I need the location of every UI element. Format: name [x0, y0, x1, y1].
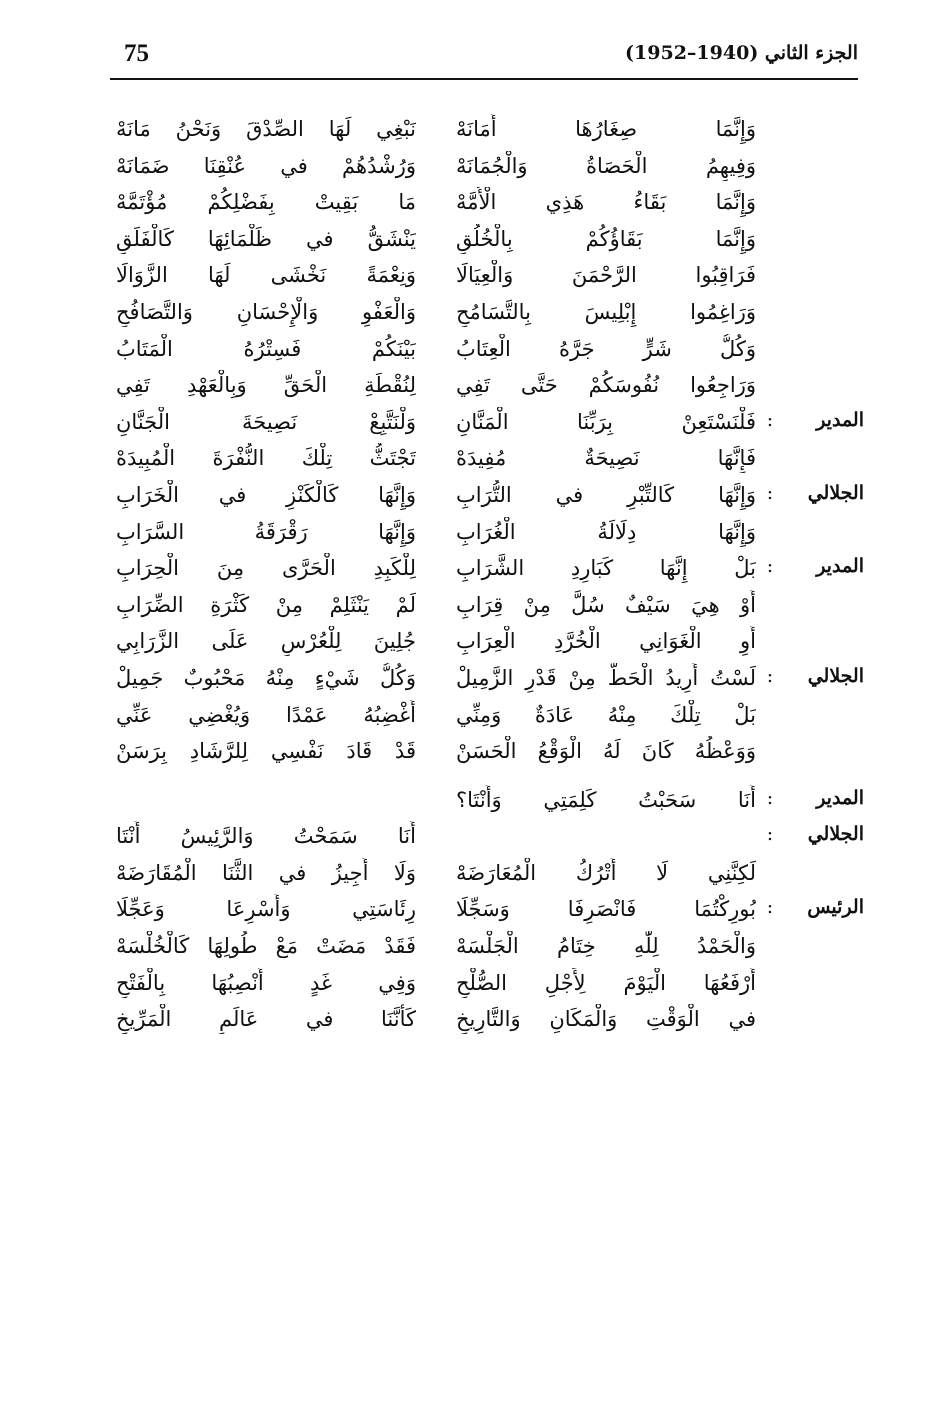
first-hemistich: وَرَاجِعُوا نُفُوسَكُمْ حَتَّى تَفِي: [456, 373, 756, 398]
verse-row: [0, 332, 946, 369]
second-hemistich: بَيْنَكُمْ فَسِتْرُهُ الْمَتَابُ: [116, 336, 416, 361]
first-hemistich: لَسْتُ أُرِيدُ الْحَطَّ مِنْ قَدْرِ الزَّمِيلْ: [456, 665, 756, 690]
verse-row: [0, 368, 946, 405]
verse-row: [0, 892, 946, 929]
first-hemistich: وَالْحَمْدُ لِلّٰهِ خِتَامُ الْجَلْسَهْ: [456, 934, 756, 959]
verse-row: [0, 819, 946, 856]
verse-row: [0, 112, 946, 149]
first-hemistich: فَإِنَّهَا نَصِيحَةٌ مُفِيدَهْ: [456, 446, 756, 471]
page-number: 75: [124, 40, 149, 67]
second-hemistich: يَنْشَقُّ في ظَلْمَائِهَا كَالْفَلَقِ: [116, 226, 416, 251]
first-hemistich: وَإِنَّمَا بَقَاءُ هَذِي الْأُمَّهْ: [456, 190, 756, 215]
first-hemistich: وَوَعْظُهُ كَانَ لَهُ الْوَقْعُ الْحَسَنْ: [456, 739, 756, 764]
first-hemistich: فَرَاقِبُوا الرَّحْمَنَ وَالْعِيَالَا: [456, 263, 756, 288]
verse-row: [0, 588, 946, 625]
second-hemistich: نَبْغِي لَهَا الصِّدْقَ وَنَحْنُ مَانَهْ: [116, 117, 416, 141]
second-hemistich: لَمْ يَنْثَلِمْ مِنْ كَثْرَةِ الضِّرَابِ: [116, 592, 416, 617]
first-hemistich: في الْوَقْتِ وَالْمَكَانِ وَالتَّارِيخِ: [456, 1007, 756, 1032]
speaker-colon: :: [766, 786, 774, 809]
first-hemistich: وَإِنَّهَا كَالتِّبْرِ في التُّرَابِ: [456, 482, 756, 507]
first-hemistich: أَرْفَعُهَا الْيَوْمَ لِأَجْلِ الصُّلْحِ: [456, 970, 756, 995]
verse-row: [0, 441, 946, 478]
first-hemistich: بَلْ تِلْكَ مِنْهُ عَادَةٌ وَمِنِّي: [456, 702, 756, 727]
first-hemistich: أَوْ هِيَ سَيْفٌ سُلَّ مِنْ قِرَابِ: [456, 592, 756, 617]
verse-row: [0, 551, 946, 588]
second-hemistich: وَإِنَّهَا كَالْكَنْزِ في الْخَرَابِ: [116, 482, 416, 507]
first-hemistich: وَإِنَّهَا دِلَالَةُ الْغُرَابِ: [456, 519, 756, 544]
first-hemistich: أَوِ الْغَوَانِي الْخُرَّدِ الْعِرَابِ: [456, 629, 756, 654]
first-hemistich: وَكُلُّ شَرٍّ جَرَّهُ الْعِتَابُ: [456, 336, 756, 361]
second-hemistich: وَفِي غَدٍ أَنْصِبُهَا بِالْفَتْحِ: [116, 970, 416, 995]
verse-row: [0, 661, 946, 698]
second-hemistich: وَلَا أُجِيزُ في الثَّنَا الْمُقَارَضَهْ: [116, 860, 416, 885]
second-hemistich: وَرُشْدُهُمْ في عُنْقِنَا ضَمَانَهْ: [116, 153, 416, 178]
verse-row: [0, 734, 946, 771]
speaker-colon: :: [766, 896, 774, 919]
speaker-colon: :: [766, 481, 774, 504]
speaker-colon: :: [766, 823, 774, 846]
speaker-colon: :: [766, 555, 774, 578]
speaker-label: الجلالي: [807, 823, 864, 846]
second-hemistich: لِلْكَبِدِ الْحَرَّى مِنَ الْحِرَابِ: [116, 556, 416, 581]
second-hemistich: وَإِنَّهَا رَقْرَقَةُ السَّرَابِ: [116, 519, 416, 544]
second-hemistich: كَأَنَّنَا في عَالَمِ الْمَرِّيخِ: [116, 1007, 416, 1032]
first-hemistich: وَفِيهِمُ الْحَصَاةُ وَالْجُمَانَهْ: [456, 153, 756, 178]
first-hemistich: وَرَاغِمُوا إِبْلِيسَ بِالتَّسَامُحِ: [456, 299, 756, 324]
speaker-label: المدير: [816, 408, 864, 431]
poem-body: [0, 112, 946, 1039]
verse-row: [0, 149, 946, 186]
speaker-label: الجلالي: [807, 664, 864, 687]
first-hemistich: وَإِنَّمَا صِغَارُهَا أَمَانَهْ: [456, 117, 756, 141]
second-hemistich: وَلْنَتَّبِعْ نَصِيحَةَ الْجَنَّانِ: [116, 409, 416, 434]
first-hemistich: بُورِكْتُمَا فَانْصَرِفَا وَسَجِّلَا: [456, 897, 756, 922]
verse-row: [0, 478, 946, 515]
verse-row: [0, 295, 946, 332]
page-header: [110, 38, 858, 80]
second-hemistich: تَجْتَثُّ تِلْكَ النُّفْرَةَ الْمُبِيدَهْ: [116, 446, 416, 471]
second-hemistich: وَالْعَفْوِ وَالْإِحْسَانِ وَالتَّصَافُحِ: [116, 299, 416, 324]
second-hemistich: مَا بَقِيتْ بِفَضْلِكُمْ مُؤْتَمَّهْ: [116, 190, 416, 215]
verse-row: [0, 405, 946, 442]
verse-row: [0, 1002, 946, 1039]
first-hemistich: وَإِنَّمَا بَقَاؤُكُمْ بِالْخُلُقِ: [456, 226, 756, 251]
speaker-label: الجلالي: [807, 481, 864, 504]
first-hemistich: لَكِنَّنِي لَا أَتْرُكُ الْمُعَارَضَهْ: [456, 860, 756, 885]
first-hemistich: أَنَا سَحَبْتُ كَلِمَتِي وَأَنْتَا؟: [456, 787, 756, 812]
speaker-label: المدير: [816, 786, 864, 809]
second-hemistich: وَكُلُّ شَيْءٍ مِنْهُ مَحْبُوبٌ جَمِيلْ: [116, 665, 416, 690]
verse-row: [0, 929, 946, 966]
verse-row: [0, 222, 946, 259]
second-hemistich: أُغْضِبُهُ عَمْدًا وَيُغْضِي عَنِّي: [116, 702, 416, 727]
verse-row: [0, 258, 946, 295]
second-hemistich: لِنُقْطَةِ الْحَقِّ وَبِالْعَهْدِ تَفِي: [116, 373, 416, 398]
verse-row: [0, 966, 946, 1003]
speaker-colon: :: [766, 408, 774, 431]
speaker-colon: :: [766, 664, 774, 687]
second-hemistich: فَقَدْ مَضَتْ مَعْ طُولِهَا كَالْخُلْسَهْ: [116, 934, 416, 959]
verse-row: [0, 515, 946, 552]
first-hemistich: بَلْ إِنَّهَا كَبَارِدِ الشَّرَابِ: [456, 556, 756, 581]
second-hemistich: جُلِينَ لِلْعُرْسِ عَلَى الزَّرَابِي: [116, 629, 416, 654]
running-title: الجزء الثاني (1940–1952): [625, 42, 858, 64]
verse-row: [0, 624, 946, 661]
second-hemistich: وَنِعْمَةً نَخْشَى لَهَا الزَّوَالَا: [116, 263, 416, 288]
speaker-label: المدير: [816, 555, 864, 578]
verse-row: [0, 783, 946, 820]
verse-row: [0, 856, 946, 893]
second-hemistich: قَدْ قَادَ نَفْسِي لِلرَّشَادِ بِرَسَنْ: [116, 739, 416, 764]
header-rule: [110, 78, 858, 80]
verse-row: [0, 185, 946, 222]
verse-row: [0, 698, 946, 735]
speaker-label: الرئيس: [807, 896, 864, 919]
second-hemistich: أَنَا سَمَحْتُ وَالرَّئِيسُ أَنْتَا: [116, 824, 416, 849]
first-hemistich: فَلْنَسْتَعِنْ بِرَبِّنَا الْمَنَّانِ: [456, 409, 756, 434]
stanza-gap: [0, 771, 946, 783]
second-hemistich: رِئَاسَتِي وَأَسْرِعَا وَعَجِّلَا: [116, 897, 416, 922]
